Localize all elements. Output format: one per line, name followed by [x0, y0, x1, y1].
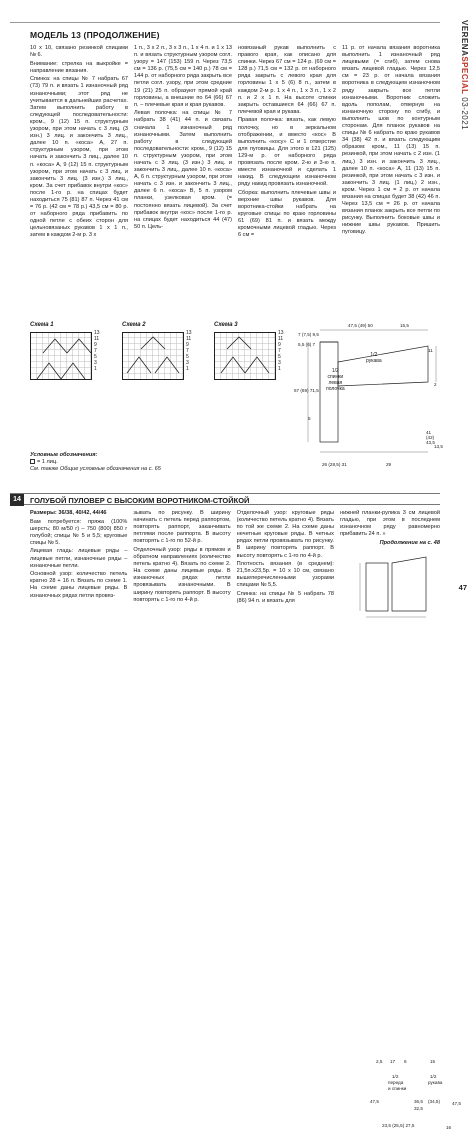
- paragraph: Отделочный узор: ряды в прямом и обратном направлениях (количество петель кратно 4). Вязать по схеме 2. На схеме даны лицевые ряды. В изнаночных рядах петли провязывать изнаночными. В ширину повторять раппорт. В высоту повторять с 1-го по 4-й р.: [133, 546, 231, 603]
- scheme-2-rows: [186, 330, 192, 372]
- measure-neck-depth: 5,5 (6) 7: [298, 342, 316, 347]
- measure-shoulder: 11: [428, 348, 433, 353]
- paragraph: Левая полочка: на спицы № 7 набрать 38 (41) 44 п. и связать сначала 1 изнаночный ряд изнаночными. Затем выполнить работу в следующей последовательности: кром., 9 (12) 15 п. структурным узором, при этом начать с 3 лиц. (3 изн.) 3 лиц. и закончить 3 лиц., далее 10 п. «коса» А, 6 п. структурным узором, при этом начать с 3 изн. и закончить 3 лиц., далее 6 п. «коса» В, 5 п. узором планки, узелковая кром. (= постоянно вязать лицевой). За счет прибавок внутри «кос» после 1-го р. на спицах будет находиться 44 (47) 50 п. Цель-: [134, 110, 232, 230]
- schematic-label: рукава: [366, 358, 382, 364]
- row-number: 5: [278, 354, 281, 360]
- schematic-label: 1/2: [392, 1074, 399, 1079]
- paragraph: Лицевая гладь: лицевые ряды – лицевые петли, изнаночные ряды – изнаночные петли.: [30, 548, 128, 569]
- column-2: [134, 45, 232, 319]
- column-1: [30, 45, 128, 319]
- schematic-label: спинки: [327, 374, 344, 380]
- measure-cuff: 13,5: [434, 444, 443, 449]
- scheme-3-label: Схема 3: [214, 322, 238, 328]
- continuation-note: Продолжение на с. 48: [379, 539, 440, 546]
- paragraph: Спинка: на спицы № 7 набрать 67 (73) 79 п. и вязать 1 изнаночный ряд изнаночными; этот ряд не учитывается в дальнейших расчетах. Затем выполнить работу в следующей последовательности: кром., 9 (12) 15 п. структурным узором, при этом начать с 3 лиц. (3 изн.) 3 лиц. и закончить 3 лиц., далее 10 п. «коса» А, 27 п. структурным узором, при этом начать и закончить 3 лиц., далее 10 п. «коса» А, 9 (12) 15 п. структурным узором, при этом начать с 3 лиц. и закончить 3 лиц. (3 изн.) 3 лиц., кром. За счет прибавок внутри «кос» после 1-го р. на спицах будет находиться 75 (81) 87 п. Через 41 см = 76 р. (42 см = 78 р.) 43,5 см = 80 р. от наборного ряда прибавить по одной петле с обеих сторон для цельновязаных рукавов 1 х 1 п., затем в каждом 2-м р. 3 х: [30, 76, 128, 239]
- measure-sleeve-length: 29: [386, 462, 392, 467]
- paragraph: Внимание: стрелка на выкройке = направление вязания.: [30, 60, 128, 74]
- pattern-schematic-2: [340, 549, 440, 625]
- measure: 47,5: [452, 1101, 461, 1106]
- schematic-label: полочка: [326, 386, 345, 392]
- row-number: 13: [94, 330, 100, 336]
- scheme-1-rows: [94, 330, 100, 372]
- scheme-2-chart: [122, 332, 184, 380]
- issue-number: 03-2021: [460, 97, 469, 131]
- legend-title: Условные обозначения:: [30, 452, 98, 458]
- measure-edge: 2: [434, 382, 437, 387]
- bottom-column-3: [237, 510, 334, 640]
- row-number: 1: [94, 366, 97, 372]
- bottom-column-2: [133, 510, 230, 640]
- row-number: 9: [94, 342, 97, 348]
- measure-side: 41 (42) 43,5: [426, 430, 435, 445]
- measure: 16: [446, 1125, 452, 1130]
- top-rule: [10, 22, 440, 23]
- pattern-schematic: [298, 322, 448, 482]
- schematic-label: и спинки: [388, 1086, 407, 1091]
- scheme-3-marks: [215, 333, 277, 381]
- sleeve-half-label: [366, 352, 382, 364]
- measure: 47,5: [370, 1099, 379, 1104]
- sidebar: [448, 0, 474, 640]
- measure: 6: [404, 1059, 407, 1064]
- measure-length: 67 (69) 71,5: [294, 388, 319, 393]
- row-number: 7: [186, 348, 189, 354]
- row-number: 5: [94, 354, 97, 360]
- measure-hem: 5: [308, 416, 311, 421]
- row-number: 11: [186, 336, 192, 342]
- bottom-column-4: [339, 510, 461, 1130]
- row-number: 9: [186, 342, 189, 348]
- row-number: 7: [278, 348, 281, 354]
- paragraph: зывать по рисунку. В ширину начинать с петель перед раппортом, повторять раппорт, заканчивать петлями после раппорта. В высоту повторять с 1-го по 52-й р.: [133, 510, 231, 545]
- measure: 2,5: [376, 1059, 383, 1064]
- paragraph: 11 р. от начала вязания воротника выполнить 1 изнаночный ряд лицевыми (= сгиб), затем снова вязать лицевой гладью. Через 12,5 см = 23 р. от начала вязания воротника в следующем изнаночном ряду закрыть все петли изнаночными. Воротник сложить вдоль пополам, отвернув на изнаночную сторону по сгибу, и выполнить шов по контурным сторонам. Для планок рукавов на спицы № 6 набрать по краю рукавов 34 (38) 42 п. и вязать следующим образом: кром., 11 (13) 15 п. резинкой, при этом начать с 2 изн. (1 лиц.) 3 изн. и закончить 3 лиц., далее 10 п. «коса» А, 11 (13) 15 п. резинкой, при этом начать с 3 изн. и закончить 3 лиц. (1 лиц.) 2 изн., кром. Через 1 см = 2 р. от начала вязания на спицах будет 38 (42) 46 п. Через 13,5 см = 26 р. от начала вязания планок закрыть все петли по рисунку. Выполнить боковые швы и нижние швы рукавов. Пришить пуговицу.: [342, 45, 440, 236]
- scheme-3-rows: [278, 330, 284, 372]
- model-title: ГОЛУБОЙ ПУЛОВЕР С ВЫСОКИМ ВОРОТНИКОМ-СТОЙКОЙ: [30, 496, 250, 505]
- paragraph: нижней планки-рулика 3 см лицевой гладью, при этом в последнем изнаночном ряду равномерно прибавить 24 п. »: [339, 510, 440, 538]
- row-number: 3: [278, 360, 281, 366]
- measure: 36,5 (34,5) 32,5: [414, 1099, 440, 1112]
- paragraph: новязаный рукав выполнить с правого края, как описано для спинки. Через 67 см = 124 р. (69 см = 128 р.) 71,5 см = 132 р. от наборного ряда закрыть с левого края для горловины 1 х 5 (6) 8 п., затем в каждом 2-м р. 1 х 4 п., 1 х 3 п., 1 х 2 п. и 2 х 1 п. На высоте спинки закрыть оставшиеся 64 (66) 67 п. плечевой края и рукава.: [238, 45, 336, 115]
- paragraph: Вам потребуется: пряжа (100% шерсть; 80 м/50 г) – 750 (800) 850 г голубой; спицы № 5 и 5,5; круговые спицы № 5.: [30, 518, 128, 546]
- scheme-1-chart: [30, 332, 92, 380]
- scheme-1-label: Схема 1: [30, 322, 54, 328]
- row-number: 9: [278, 342, 281, 348]
- measure-sleeve: 15,5: [400, 323, 409, 328]
- paragraph: Отделочный узор: круговые ряды (количество петель кратно 4). Вязать по той же схеме 2. На схеме даны нечетные круговые ряды. В четных рядах петли провязывать по рисунку. В ширину повторять раппорт. В высоту повторять с 1-го по 4-й р.: [236, 510, 334, 559]
- row-number: 3: [94, 360, 97, 366]
- legend-item: = 1 лиц.: [37, 459, 58, 465]
- paragraph: Плотность вязания (в среднем): 21,5п.х23,5р. = 10 x 10 см, связано вышеперечисленными узорами спицами № 5,5.: [236, 561, 334, 589]
- row-number: 13: [186, 330, 192, 336]
- scheme-1-marks: [31, 333, 93, 381]
- scheme-2-marks: [123, 333, 185, 381]
- paragraph: [30, 510, 127, 517]
- back-half-label: [326, 368, 345, 392]
- row-number: 11: [94, 336, 100, 342]
- schematic-label: левая: [328, 380, 343, 386]
- brand-accent: SPECIAL: [460, 56, 469, 95]
- column-3: [238, 45, 336, 319]
- magazine-brand: [460, 20, 469, 130]
- row-number: 1: [278, 366, 281, 372]
- knit-stitch-icon: [30, 459, 35, 464]
- schematic-label: 1/2: [370, 352, 378, 358]
- paragraph: 10 х 10, связано резинкой спицами № 6.: [30, 45, 128, 59]
- row-number: 13: [278, 330, 284, 336]
- scheme-3-chart: [214, 332, 276, 380]
- row-number: 5: [186, 354, 189, 360]
- schematic-label: рукава: [428, 1080, 443, 1085]
- measure-width: 26 (28,5) 31: [322, 462, 347, 467]
- legend-note: См. также Общие условные обозначения на с. 65: [30, 466, 161, 472]
- charts-region: [30, 322, 443, 472]
- row-number: 7: [94, 348, 97, 354]
- model-number: 14: [10, 494, 24, 506]
- model-banner: [10, 493, 440, 505]
- legend: [30, 452, 161, 473]
- sizes: Размеры: 36/38, 40/42, 44/46: [30, 510, 107, 516]
- row-number: 11: [278, 336, 284, 342]
- top-columns: [30, 45, 440, 319]
- measure-top: 47,5 (49) 50: [348, 323, 373, 328]
- paragraph: Спинка: на спицы № 5 набрать 78 (86) 94 п. и вязать для: [236, 591, 334, 605]
- schematic-label: 1/2: [430, 1074, 437, 1079]
- page-number: 47: [458, 583, 467, 592]
- brand-name: VERENA: [460, 20, 469, 57]
- paragraph: 1 п., 3 х 2 п., 3 х 3 п., 1 х 4 п. и 1 х 13 п. и вязать структурным узором согл. узору = 147 (153) 159 п. Через 73,5 см = 136 р. (75,5 см = 140 р.) 78 см = 144 р. от наборного ряда закрыть все петли согл. узору, при этом средние 19 (21) 25 п. образуют прямой край горловины, а внешние по 64 (66) 67 п. – плечевые края и края рукавов.: [134, 45, 232, 108]
- paragraph: Сборка: выполнить плечевые швы и верхние швы рукавов. Для воротника-стойки набрать на круговые спицы по краю горловины 61 (69) 81 п. и вязать между кромочными лицевой гладью. Через 6 см =: [238, 189, 336, 239]
- paragraph: Основной узор: количество петель кратно 28 + 16 п. Вязать по схеме 1. На схеме даны лицевые ряды. В изнаночных рядах петли провяз-: [30, 571, 128, 599]
- schematic-label: переда: [388, 1080, 404, 1085]
- column-4: [342, 45, 440, 319]
- paragraph: Правая полочка: вязать, как левую полочку, но в зеркальном отображении, и вместо «кос» В выполнить «косу» С и 1 отверстие для пуговицы. Для этого в 121 (125) 129-м р. от наборного ряда провязать после кром. 2-ю и 3-ю п. вместе изнаночной и сделать 1 накид. В следующем изнаночном ряду накид провязать изнаночной.: [238, 117, 336, 188]
- measure: 17: [390, 1059, 396, 1064]
- measure-neck: 7 (7,5) 9,5: [298, 332, 319, 337]
- schematic-label: 1/2: [331, 368, 339, 374]
- bottom-column-1: [30, 510, 127, 640]
- row-number: 3: [186, 360, 189, 366]
- section-title: МОДЕЛЬ 13 (ПРОДОЛЖЕНИЕ): [30, 30, 160, 40]
- row-number: 1: [186, 366, 189, 372]
- measure: 23,5 (25,5) 27,5: [382, 1123, 415, 1128]
- measure: 15: [430, 1059, 436, 1064]
- scheme-2-label: Схема 2: [122, 322, 146, 328]
- bottom-columns: [30, 510, 461, 1130]
